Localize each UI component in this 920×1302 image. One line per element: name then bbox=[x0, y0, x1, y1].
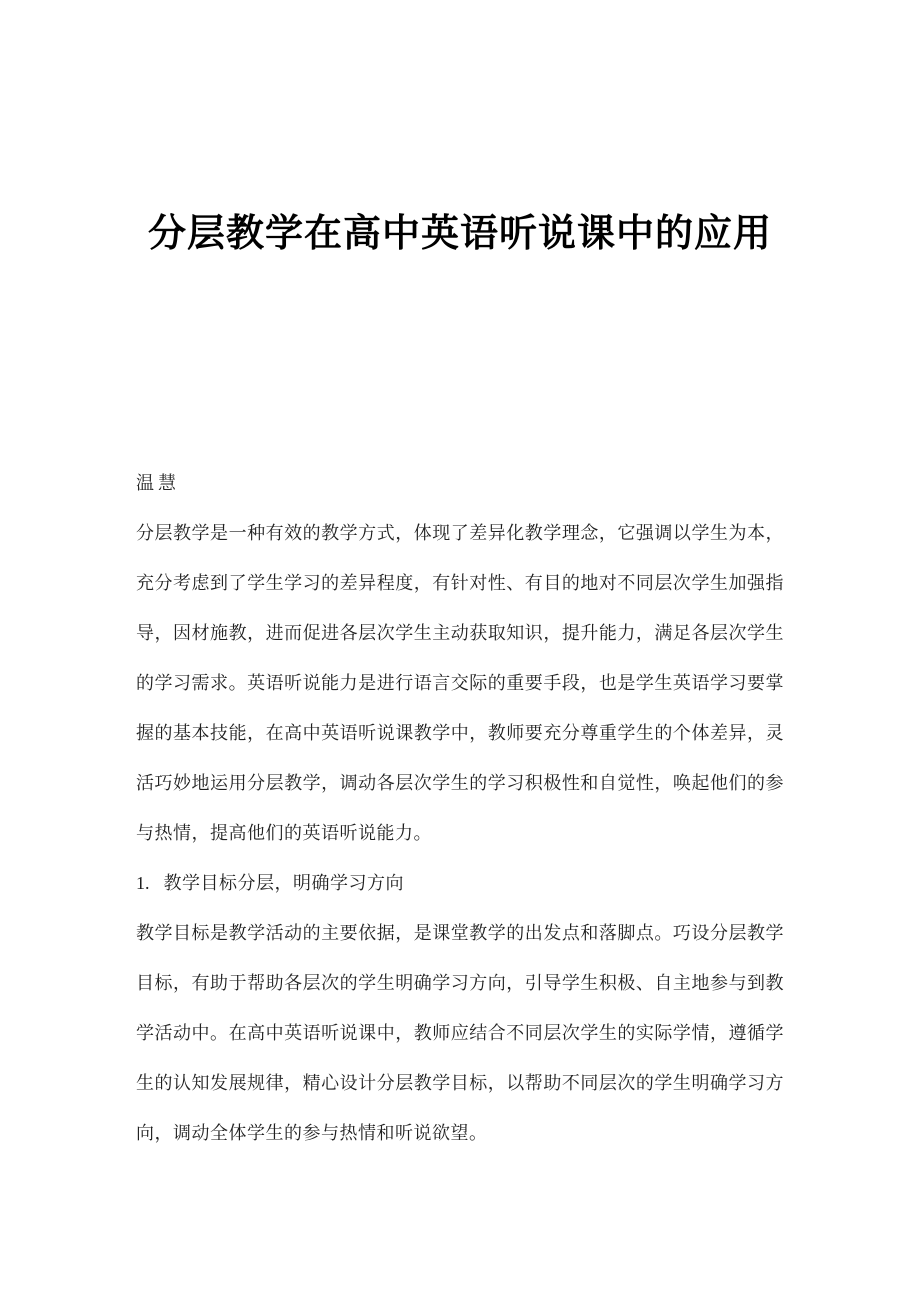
section-1-heading-text: 教学目标分层，明确学习方向 bbox=[163, 873, 404, 893]
section-1-number: 1. bbox=[136, 873, 150, 893]
section-1-heading bbox=[136, 858, 784, 908]
section-1-paragraph: 教学目标是教学活动的主要依据，是课堂教学的出发点和落脚点。巧设分层教学目标，有助于帮助各层次的学生明确学习方向，引导学生积极、自主地参与到教学活动中。在高中英语听说课中，教师应结合不同层次学生的实际学情，遵循学生的认知发展规律，精心设计分层教学目标，以帮助不同层次的学生明确学习方向，调动全体学生的参与热情和听说欲望。 bbox=[136, 923, 784, 1143]
intro-paragraph: 分层教学是一种有效的教学方式，体现了差异化教学理念，它强调以学生为本，充分考虑到了学生学习的差异程度，有针对性、有目的地对不同层次学生加强指导，因材施教，进而促进各层次学生主动获取知识，提升能力，满足各层次学生的学习需求。英语听说能力是进行语言交际的重要手段，也是学生英语学习要掌握的基本技能，在高中英语听说课教学中，教师要充分尊重学生的个体差异，灵活巧妙地运用分层教学，调动各层次学生的学习积极性和自觉性，唤起他们的参与热情，提高他们的英语听说能力。 bbox=[136, 523, 784, 843]
document-title: 分层教学在高中英语听说课中的应用 bbox=[147, 213, 772, 255]
author-name: 温慧 bbox=[136, 473, 180, 493]
